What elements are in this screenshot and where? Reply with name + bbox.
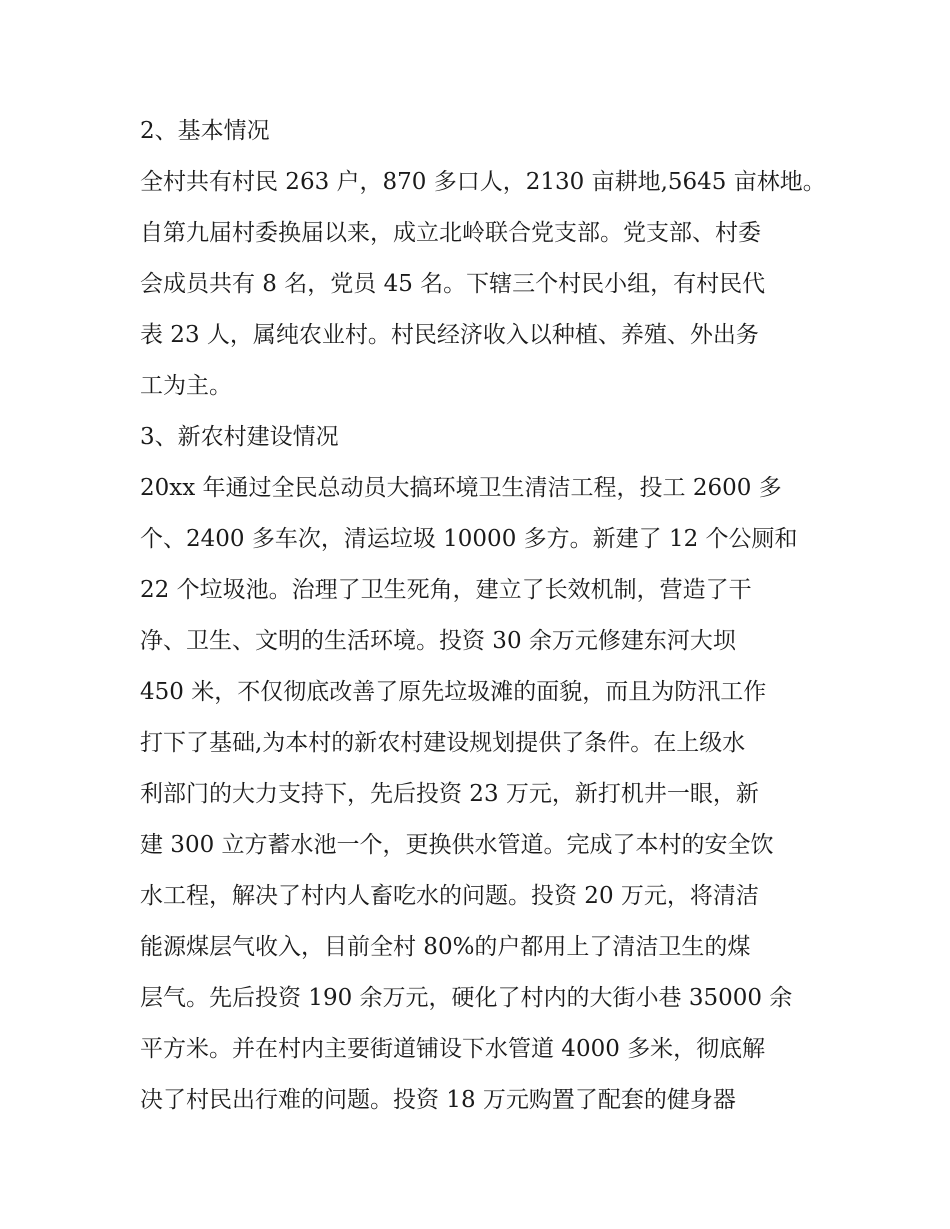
paragraph-line: 建 300 立方蓄水池一个，更换供水管道。完成了本村的安全饮: [140, 832, 774, 858]
paragraph-line: 能源煤层气收入，目前全村 80%的户都用上了清洁卫生的煤: [140, 934, 751, 960]
paragraph-line: 全村共有村民 263 户，870 多口人，2130 亩耕地,5645 亩林地。: [140, 169, 826, 195]
section-heading-basic-info: 2、基本情况: [140, 118, 270, 144]
paragraph-line: 打下了基础,为本村的新农村建设规划提供了条件。在上级水: [140, 730, 746, 756]
paragraph-line: 工为主。: [140, 373, 232, 399]
paragraph-line: 自第九届村委换届以来，成立北岭联合党支部。党支部、村委: [140, 220, 761, 246]
paragraph-line: 决了村民出行难的问题。投资 18 万元购置了配套的健身器: [140, 1087, 736, 1113]
paragraph-line: 平方米。并在村内主要街道铺设下水管道 4000 多米，彻底解: [140, 1036, 766, 1062]
paragraph-line: 个、2400 多车次，清运垃圾 10000 多方。新建了 12 个公厕和: [140, 526, 798, 552]
document-body: [140, 106, 830, 1126]
paragraph-line: 20xx 年通过全民总动员大搞环境卫生清洁工程，投工 2600 多: [140, 475, 782, 501]
section-heading-new-village: 3、新农村建设情况: [140, 424, 339, 450]
paragraph-line: 22 个垃圾池。治理了卫生死角，建立了长效机制，营造了干: [140, 577, 752, 603]
paragraph-line: 水工程，解决了村内人畜吃水的问题。投资 20 万元，将清洁: [140, 883, 759, 909]
paragraph-line: 层气。先后投资 190 余万元，硬化了村内的大街小巷 35000 余: [140, 985, 793, 1011]
paragraph-line: 净、卫生、文明的生活环境。投资 30 余万元修建东河大坝: [140, 628, 736, 654]
paragraph-line: 表 23 人，属纯农业村。村民经济收入以种植、养殖、外出务: [140, 322, 759, 348]
paragraph-line: 利部门的大力支持下，先后投资 23 万元，新打机井一眼，新: [140, 781, 759, 807]
paragraph-line: 450 米，不仅彻底改善了原先垃圾滩的面貌，而且为防汛工作: [140, 679, 767, 705]
paragraph-line: 会成员共有 8 名，党员 45 名。下辖三个村民小组，有村民代: [140, 271, 766, 297]
